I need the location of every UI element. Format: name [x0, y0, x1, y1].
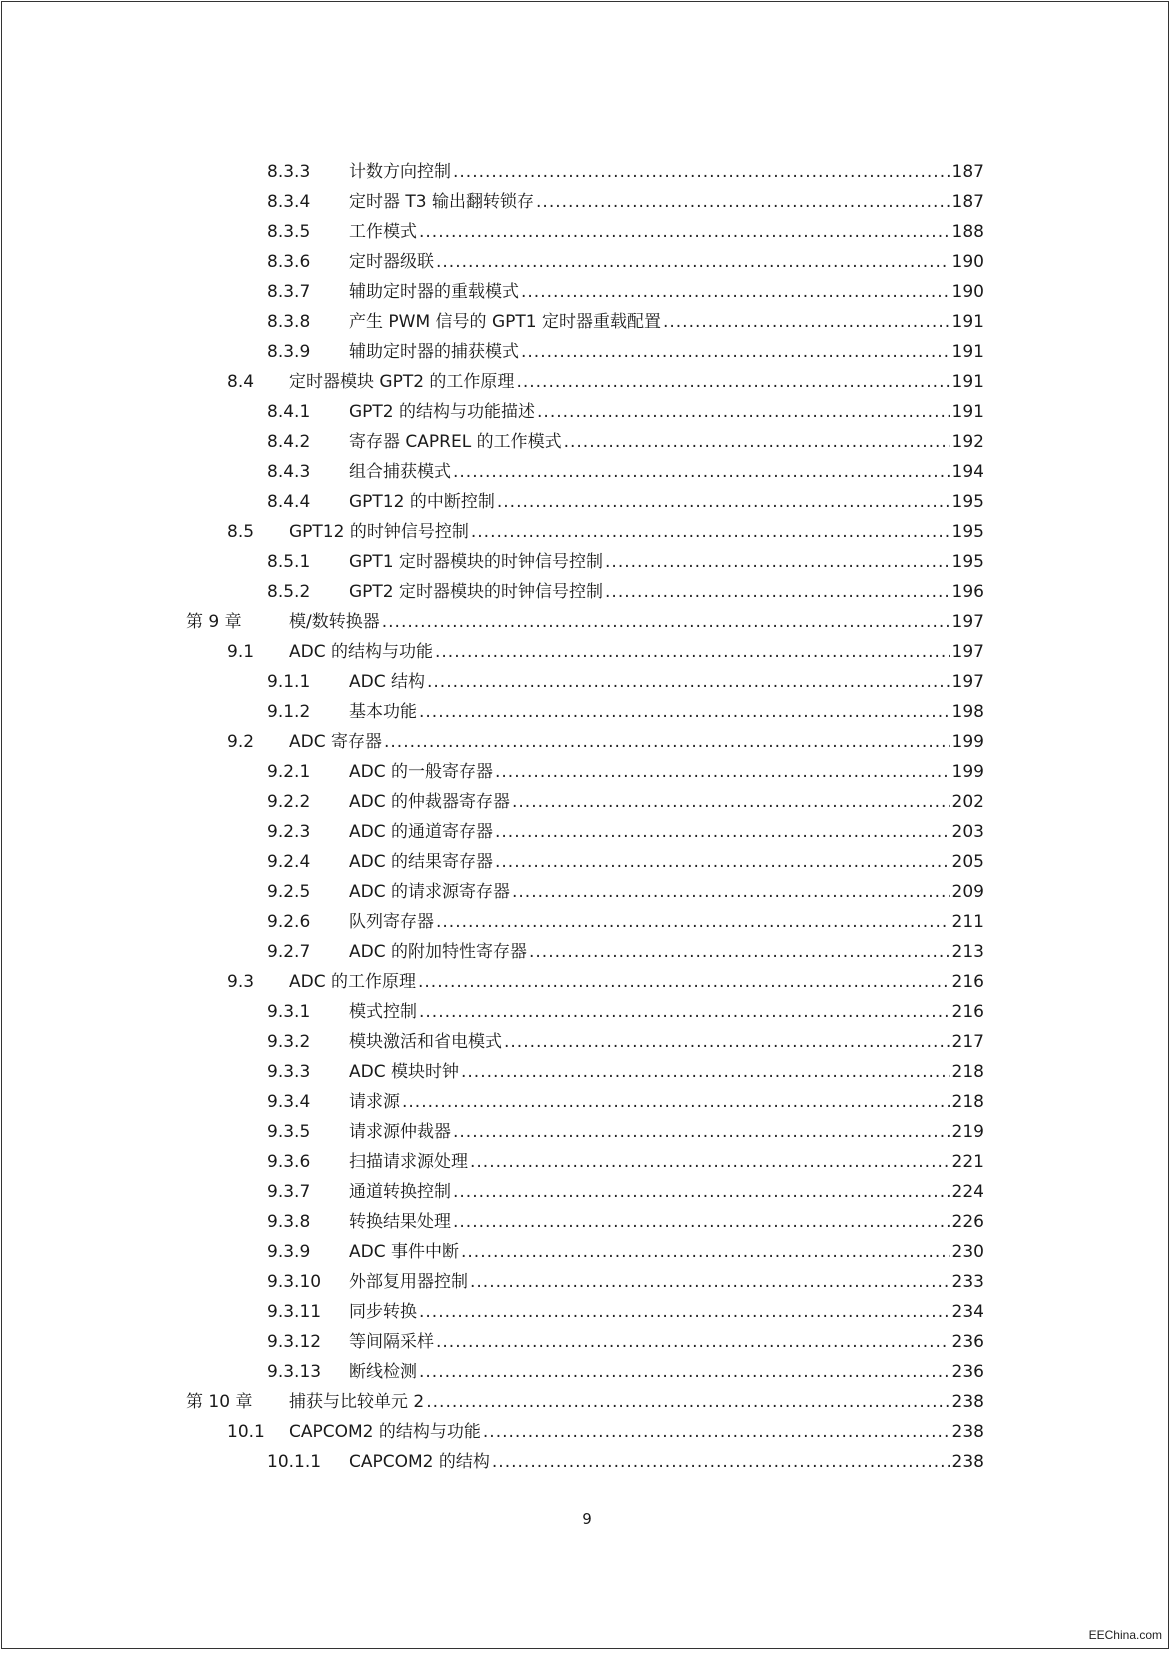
toc-dot-leader	[470, 1147, 950, 1177]
toc-entry-page: 197	[951, 642, 984, 662]
toc-dot-leader	[436, 247, 950, 277]
toc-entry[interactable]	[0, 277, 1174, 307]
toc-entry-title: CAPCOM2 的结构	[349, 1452, 490, 1472]
toc-entry-line	[349, 1447, 984, 1477]
toc-entry-line	[349, 427, 984, 457]
table-of-contents	[0, 157, 1174, 1477]
toc-entry-number: 9.1	[227, 642, 255, 662]
toc-entry[interactable]	[0, 607, 1174, 637]
toc-entry-number: 9.3.13	[267, 1362, 322, 1382]
toc-entry-page: 197	[951, 672, 984, 692]
toc-entry-page: 187	[951, 192, 984, 212]
toc-entry-number: 8.4.1	[267, 402, 311, 422]
toc-entry-number: 9.2.7	[267, 942, 311, 962]
toc-entry-page: 194	[951, 462, 984, 482]
toc-entry-number: 9.3.9	[267, 1242, 311, 1262]
toc-entry[interactable]	[0, 247, 1174, 277]
toc-entry-line	[349, 997, 984, 1027]
toc-entry-page: 195	[951, 522, 984, 542]
toc-entry-number: 8.5.1	[267, 552, 311, 572]
toc-entry-page: 188	[951, 222, 984, 242]
toc-entry-number: 8.3.3	[267, 162, 311, 182]
toc-entry-number: 8.3.6	[267, 252, 311, 272]
toc-entry[interactable]	[0, 337, 1174, 367]
toc-entry-title: 请求源仲裁器	[349, 1122, 451, 1142]
toc-entry-number: 9.2.4	[267, 852, 311, 872]
toc-entry-title: 工作模式	[349, 222, 417, 242]
toc-dot-leader	[470, 1267, 950, 1297]
toc-entry-line	[349, 247, 984, 277]
toc-dot-leader	[382, 607, 950, 637]
toc-dot-leader	[521, 277, 950, 307]
toc-entry-line	[349, 397, 984, 427]
toc-entry-number: 8.5	[227, 522, 255, 542]
toc-entry-page: 226	[951, 1212, 984, 1232]
toc-dot-leader	[427, 667, 950, 697]
toc-dot-leader	[426, 1387, 949, 1417]
toc-entry-page: 187	[951, 162, 984, 182]
toc-entry-page: 213	[951, 942, 984, 962]
toc-entry-line	[349, 277, 984, 307]
toc-entry[interactable]	[0, 727, 1174, 757]
toc-entry-line	[349, 157, 984, 187]
toc-entry-title: 组合捕获模式	[349, 462, 451, 482]
toc-dot-leader	[495, 847, 950, 877]
toc-entry-page: 230	[951, 1242, 984, 1262]
toc-dot-leader	[419, 217, 950, 247]
toc-entry-page: 216	[951, 972, 984, 992]
toc-dot-leader	[495, 817, 950, 847]
toc-entry-title: 扫描请求源处理	[349, 1152, 468, 1172]
toc-entry[interactable]	[0, 1027, 1174, 1057]
toc-entry-page: 196	[951, 582, 984, 602]
toc-dot-leader	[418, 967, 950, 997]
toc-entry[interactable]	[0, 577, 1174, 607]
toc-entry-page: 205	[951, 852, 984, 872]
toc-entry-line	[349, 1237, 984, 1267]
toc-entry-number: 9.3.4	[267, 1092, 311, 1112]
toc-entry-line	[349, 187, 984, 217]
toc-entry-number: 8.5.2	[267, 582, 311, 602]
toc-entry-line	[349, 667, 984, 697]
toc-entry-title: ADC 结构	[349, 672, 425, 692]
toc-entry-page: 191	[951, 402, 984, 422]
toc-entry-title: 外部复用器控制	[349, 1272, 468, 1292]
toc-entry-title: 捕获与比较单元 2	[289, 1392, 425, 1412]
toc-entry-line	[349, 487, 984, 517]
toc-entry[interactable]	[0, 847, 1174, 877]
toc-entry[interactable]	[0, 427, 1174, 457]
toc-entry-number: 9.2.6	[267, 912, 311, 932]
toc-entry-title: GPT1 定时器模块的时钟信号控制	[349, 552, 604, 572]
toc-dot-leader	[529, 937, 950, 967]
toc-entry-number: 9.3.12	[267, 1332, 322, 1352]
toc-entry-page: 191	[951, 312, 984, 332]
toc-entry-page: 218	[951, 1062, 984, 1082]
toc-entry[interactable]	[0, 1237, 1174, 1267]
toc-dot-leader	[461, 1237, 950, 1267]
toc-entry-number: 9.3.10	[267, 1272, 322, 1292]
toc-entry-number: 9.3.1	[267, 1002, 311, 1022]
toc-entry-page: 238	[951, 1422, 984, 1442]
toc-entry-title: ADC 寄存器	[289, 732, 382, 752]
toc-entry-title: ADC 的结构与功能	[289, 642, 433, 662]
toc-entry[interactable]	[0, 997, 1174, 1027]
toc-entry[interactable]	[0, 1147, 1174, 1177]
toc-entry[interactable]	[0, 1267, 1174, 1297]
toc-dot-leader	[453, 1207, 950, 1237]
toc-entry-number: 9.3.3	[267, 1062, 311, 1082]
toc-entry-page: 197	[951, 612, 984, 632]
toc-entry-title: 产生 PWM 信号的 GPT1 定时器重载配置	[349, 312, 661, 332]
toc-entry[interactable]	[0, 1177, 1174, 1207]
toc-dot-leader	[419, 997, 950, 1027]
toc-entry[interactable]	[0, 547, 1174, 577]
toc-entry-title: CAPCOM2 的结构与功能	[289, 1422, 481, 1442]
toc-entry-title: 模/数转换器	[289, 612, 380, 632]
toc-entry-title: 转换结果处理	[349, 1212, 451, 1232]
toc-entry[interactable]	[0, 877, 1174, 907]
toc-entry-title: ADC 的通道寄存器	[349, 822, 493, 842]
toc-entry-line	[289, 367, 984, 397]
toc-entry-page: 202	[951, 792, 984, 812]
toc-entry-line	[349, 1357, 984, 1387]
toc-entry-title: ADC 的请求源寄存器	[349, 882, 510, 902]
toc-entry-line	[349, 757, 984, 787]
toc-entry[interactable]	[0, 1447, 1174, 1477]
toc-entry[interactable]	[0, 697, 1174, 727]
toc-entry[interactable]	[0, 1357, 1174, 1387]
toc-entry-page: 190	[951, 252, 984, 272]
toc-entry-line	[349, 307, 984, 337]
toc-entry-page: 211	[951, 912, 984, 932]
toc-entry[interactable]	[0, 1207, 1174, 1237]
toc-entry-number: 9.2.3	[267, 822, 311, 842]
toc-entry-line	[349, 1207, 984, 1237]
toc-entry[interactable]	[0, 217, 1174, 247]
toc-entry-page: 195	[951, 492, 984, 512]
toc-entry[interactable]	[0, 397, 1174, 427]
toc-entry-line	[349, 547, 984, 577]
toc-entry[interactable]	[0, 1117, 1174, 1147]
toc-entry-title: 寄存器 CAPREL 的工作模式	[349, 432, 562, 452]
toc-entry-line	[349, 1147, 984, 1177]
toc-entry-line	[349, 457, 984, 487]
toc-entry-line	[349, 877, 984, 907]
toc-entry[interactable]	[0, 1087, 1174, 1117]
toc-entry-title: 定时器级联	[349, 252, 434, 272]
toc-entry-number: 9.2	[227, 732, 255, 752]
toc-entry-title: ADC 的仲裁器寄存器	[349, 792, 510, 812]
toc-dot-leader	[663, 307, 950, 337]
toc-entry[interactable]	[0, 1417, 1174, 1447]
toc-entry-title: GPT2 定时器模块的时钟信号控制	[349, 582, 604, 602]
toc-dot-leader	[483, 1417, 950, 1447]
toc-entry-number: 9.1.1	[267, 672, 311, 692]
toc-entry-number: 8.4.4	[267, 492, 311, 512]
toc-entry-number: 9.3.11	[267, 1302, 322, 1322]
toc-entry-line	[349, 937, 984, 967]
toc-entry-number: 9.3.5	[267, 1122, 311, 1142]
toc-entry[interactable]	[0, 307, 1174, 337]
toc-entry-page: 209	[951, 882, 984, 902]
toc-entry-title: 定时器模块 GPT2 的工作原理	[289, 372, 515, 392]
toc-entry[interactable]	[0, 967, 1174, 997]
page-number: 9	[582, 1510, 592, 1528]
toc-dot-leader	[419, 697, 950, 727]
toc-dot-leader	[435, 637, 950, 667]
toc-entry-page: 199	[951, 732, 984, 752]
toc-dot-leader	[564, 427, 950, 457]
toc-entry-page: 218	[951, 1092, 984, 1112]
toc-entry-page: 238	[951, 1452, 984, 1472]
toc-entry-line	[349, 787, 984, 817]
toc-entry-line	[349, 697, 984, 727]
toc-entry[interactable]	[0, 757, 1174, 787]
toc-entry-page: 198	[951, 702, 984, 722]
toc-entry-line	[289, 607, 984, 637]
toc-entry[interactable]	[0, 487, 1174, 517]
toc-entry-line	[349, 907, 984, 937]
toc-entry-number: 8.3.7	[267, 282, 311, 302]
toc-dot-leader	[402, 1087, 950, 1117]
toc-entry[interactable]	[0, 787, 1174, 817]
toc-entry-page: 224	[951, 1182, 984, 1202]
toc-dot-leader	[504, 1027, 950, 1057]
toc-entry-line	[349, 577, 984, 607]
toc-entry-title: ADC 模块时钟	[349, 1062, 459, 1082]
toc-entry[interactable]	[0, 367, 1174, 397]
toc-dot-leader	[453, 1117, 950, 1147]
toc-entry-page: 217	[951, 1032, 984, 1052]
toc-entry-number: 9.3.6	[267, 1152, 311, 1172]
toc-entry-line	[349, 817, 984, 847]
toc-dot-leader	[536, 187, 950, 217]
toc-entry[interactable]	[0, 1297, 1174, 1327]
toc-entry-title: 模式控制	[349, 1002, 417, 1022]
toc-entry-page: 236	[951, 1362, 984, 1382]
toc-entry-number: 9.3.2	[267, 1032, 311, 1052]
toc-entry[interactable]	[0, 187, 1174, 217]
toc-entry-line	[349, 1117, 984, 1147]
toc-dot-leader	[492, 1447, 950, 1477]
toc-entry-page: 216	[951, 1002, 984, 1022]
toc-dot-leader	[453, 457, 950, 487]
toc-entry-number: 8.3.5	[267, 222, 311, 242]
toc-dot-leader	[512, 787, 950, 817]
toc-entry-line	[349, 1027, 984, 1057]
toc-entry-line	[289, 637, 984, 667]
toc-entry-title: ADC 的结果寄存器	[349, 852, 493, 872]
toc-entry-line	[289, 967, 984, 997]
toc-entry-number: 10.1.1	[267, 1452, 322, 1472]
toc-dot-leader	[453, 157, 950, 187]
toc-dot-leader	[461, 1057, 950, 1087]
toc-entry-number: 9.3	[227, 972, 255, 992]
toc-entry-title: GPT2 的结构与功能描述	[349, 402, 536, 422]
toc-entry-number: 9.2.1	[267, 762, 311, 782]
toc-entry-title: 请求源	[349, 1092, 400, 1112]
toc-entry-number: 8.3.9	[267, 342, 311, 362]
toc-dot-leader	[495, 757, 950, 787]
toc-entry-line	[349, 1177, 984, 1207]
toc-entry-title: GPT12 的时钟信号控制	[289, 522, 469, 542]
toc-entry-page: 191	[951, 372, 984, 392]
toc-entry-page: 236	[951, 1332, 984, 1352]
toc-entry-page: 234	[951, 1302, 984, 1322]
toc-entry-line	[289, 1387, 984, 1417]
toc-entry-title: 通道转换控制	[349, 1182, 451, 1202]
toc-entry[interactable]	[0, 1057, 1174, 1087]
toc-dot-leader	[471, 517, 950, 547]
toc-dot-leader	[537, 397, 950, 427]
toc-entry[interactable]	[0, 1327, 1174, 1357]
toc-entry-title: ADC 的附加特性寄存器	[349, 942, 527, 962]
toc-entry-page: 199	[951, 762, 984, 782]
toc-entry-line	[349, 337, 984, 367]
toc-entry-title: 定时器 T3 输出翻转锁存	[349, 192, 535, 212]
toc-entry-title: 同步转换	[349, 1302, 417, 1322]
toc-dot-leader	[497, 487, 950, 517]
toc-dot-leader	[512, 877, 950, 907]
toc-entry-page: 190	[951, 282, 984, 302]
toc-entry-page: 221	[951, 1152, 984, 1172]
toc-entry-page: 219	[951, 1122, 984, 1142]
toc-entry-title: 模块激活和省电模式	[349, 1032, 502, 1052]
toc-entry[interactable]	[0, 937, 1174, 967]
toc-entry-line	[349, 217, 984, 247]
toc-dot-leader	[384, 727, 950, 757]
toc-dot-leader	[521, 337, 950, 367]
toc-entry-number: 8.4	[227, 372, 255, 392]
toc-dot-leader	[419, 1297, 950, 1327]
toc-entry[interactable]	[0, 667, 1174, 697]
toc-entry[interactable]	[0, 1387, 1174, 1417]
watermark: EEChina.com	[1088, 1628, 1162, 1642]
toc-entry[interactable]	[0, 637, 1174, 667]
toc-entry[interactable]	[0, 907, 1174, 937]
toc-entry-page: 195	[951, 552, 984, 572]
toc-entry-line	[349, 1267, 984, 1297]
toc-entry-number: 第 10 章	[186, 1392, 253, 1412]
toc-dot-leader	[419, 1357, 950, 1387]
toc-entry-page: 238	[951, 1392, 984, 1412]
toc-entry-number: 9.1.2	[267, 702, 311, 722]
toc-entry[interactable]	[0, 157, 1174, 187]
toc-entry-number: 9.3.8	[267, 1212, 311, 1232]
toc-entry-page: 233	[951, 1272, 984, 1292]
toc-entry-number: 8.4.2	[267, 432, 311, 452]
toc-dot-leader	[453, 1177, 950, 1207]
toc-entry-line	[349, 1327, 984, 1357]
toc-entry-title: ADC 事件中断	[349, 1242, 459, 1262]
toc-entry[interactable]	[0, 817, 1174, 847]
toc-entry-line	[349, 1057, 984, 1087]
toc-entry-line	[349, 847, 984, 877]
toc-entry-title: 断线检测	[349, 1362, 417, 1382]
toc-entry-line	[289, 1417, 984, 1447]
toc-dot-leader	[436, 907, 950, 937]
toc-entry-title: 等间隔采样	[349, 1332, 434, 1352]
toc-entry-page: 192	[951, 432, 984, 452]
toc-dot-leader	[436, 1327, 950, 1357]
toc-entry-line	[349, 1087, 984, 1117]
toc-entry-number: 10.1	[227, 1422, 265, 1442]
toc-entry-title: ADC 的一般寄存器	[349, 762, 493, 782]
toc-entry-title: 队列寄存器	[349, 912, 434, 932]
toc-entry-number: 8.3.4	[267, 192, 311, 212]
toc-entry-title: 计数方向控制	[349, 162, 451, 182]
toc-entry-number: 9.2.5	[267, 882, 311, 902]
toc-entry-line	[349, 1297, 984, 1327]
toc-entry-number: 第 9 章	[186, 612, 242, 632]
toc-entry-title: 辅助定时器的重载模式	[349, 282, 519, 302]
toc-entry-page: 191	[951, 342, 984, 362]
toc-entry-line	[289, 517, 984, 547]
toc-entry-page: 203	[951, 822, 984, 842]
toc-entry-line	[289, 727, 984, 757]
toc-entry-title: 辅助定时器的捕获模式	[349, 342, 519, 362]
toc-entry[interactable]	[0, 517, 1174, 547]
toc-entry-number: 8.4.3	[267, 462, 311, 482]
toc-entry-number: 9.2.2	[267, 792, 311, 812]
toc-dot-leader	[605, 577, 950, 607]
toc-dot-leader	[516, 367, 949, 397]
toc-entry-number: 8.3.8	[267, 312, 311, 332]
toc-entry-title: 基本功能	[349, 702, 417, 722]
toc-entry-title: GPT12 的中断控制	[349, 492, 495, 512]
toc-entry-title: ADC 的工作原理	[289, 972, 416, 992]
toc-entry[interactable]	[0, 457, 1174, 487]
toc-dot-leader	[605, 547, 950, 577]
toc-entry-number: 9.3.7	[267, 1182, 311, 1202]
